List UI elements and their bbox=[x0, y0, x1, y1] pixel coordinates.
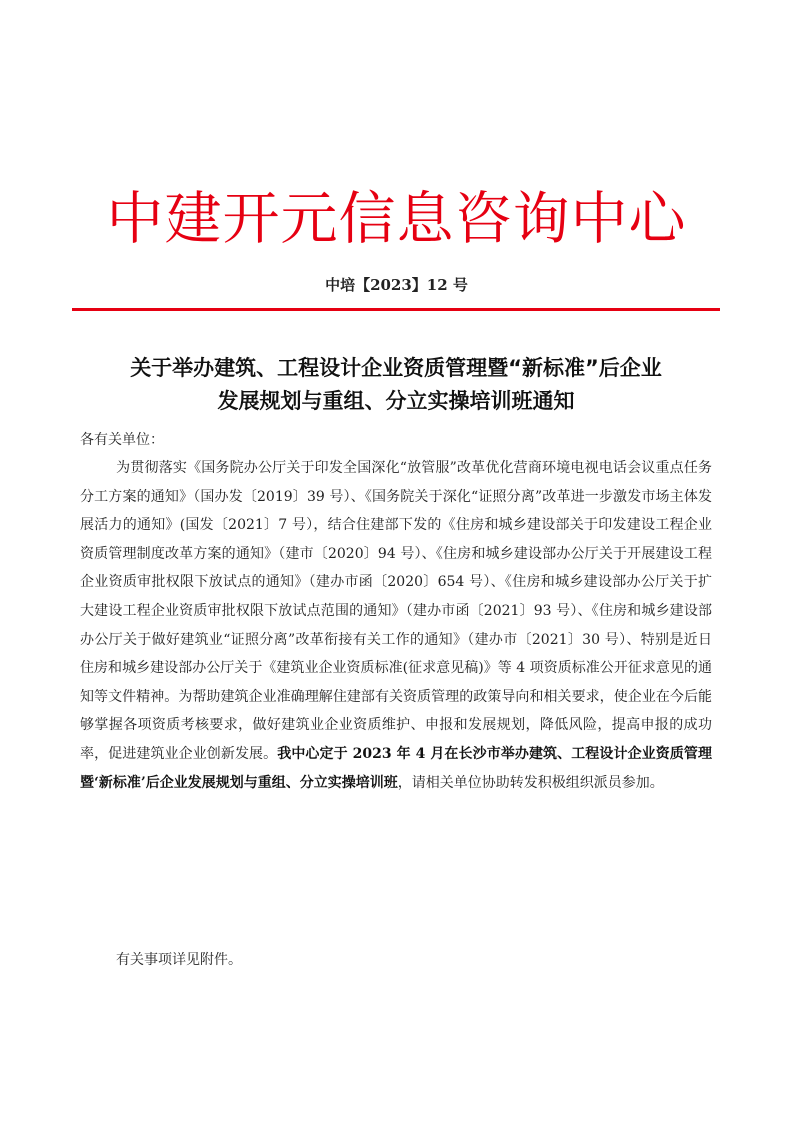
organization-title: 中建开元信息咨询中心 bbox=[106, 186, 687, 252]
notice-title-line-2: 发展规划与重组、分立实操培训班通知 bbox=[217, 389, 575, 413]
notice-title-line-1: 关于举办建筑、工程设计企业资质管理暨“新标准”后企业 bbox=[130, 356, 662, 380]
salutation: 各有关单位： bbox=[80, 432, 164, 448]
body-text-bold: 我中心定于 2023 年 4 月在长沙市举办建筑、工程设计企业资质管理暨‘新标准’后企业发展规划与重组、分立实操培训班 bbox=[80, 745, 713, 791]
body-paragraph bbox=[80, 454, 712, 797]
attachment-note bbox=[80, 950, 712, 970]
body-text-tail: ，请相关单位协助转发积极组织派员参加。 bbox=[397, 774, 664, 791]
body-text: 为贯彻落实《国务院办公厅关于印发全国深化“放管服”改革优化营商环境电视电话会议重点任务分工方案的通知》（国办发〔2019〕39 号）、《国务院关于深化“证照分离”改革进一步激发市场主体发展活力的通知》(国发〔2021〕7 号），结合住建部下发的《住房和城乡建设部关于印发建设工程企业资质管理制度改革方案的通知》（建市〔2020〕94 号）、《住房和城乡建设部办公厅关于开展建设工程企业资质审批权限下放试点的通知》（建办市函〔2020〕654 号）、《住房和城乡建设部办公厅关于扩大建设工程企业资质审批权限下放试点范围的通知》（建办市函〔2021〕93 号）、《住房和城乡建设部办公厅关于做好建筑业“证照分离”改革衔接有关工作的通知》（建办市〔2021〕30 号）、特别是近日住房和城乡建设部办公厅关于《建筑业企业资质标准(征求意见稿)》等 4 项资质标准公开征求意见的通知等文件精神。为帮助建筑企业准确理解住建部有关资质管理的政策导向和相关要求，使企业在今后能够掌握各项资质考核要求，做好建筑业企业资质维护、申报和发展规划，降低风险，提高申报的成功率，促进建筑业企业创新发展。 bbox=[80, 460, 712, 762]
red-divider-line bbox=[72, 308, 720, 311]
document-number: 中培【2023】12 号 bbox=[325, 276, 468, 294]
notice-title bbox=[80, 352, 712, 418]
attachment-note-text: 有关事项详见附件。 bbox=[116, 952, 242, 968]
